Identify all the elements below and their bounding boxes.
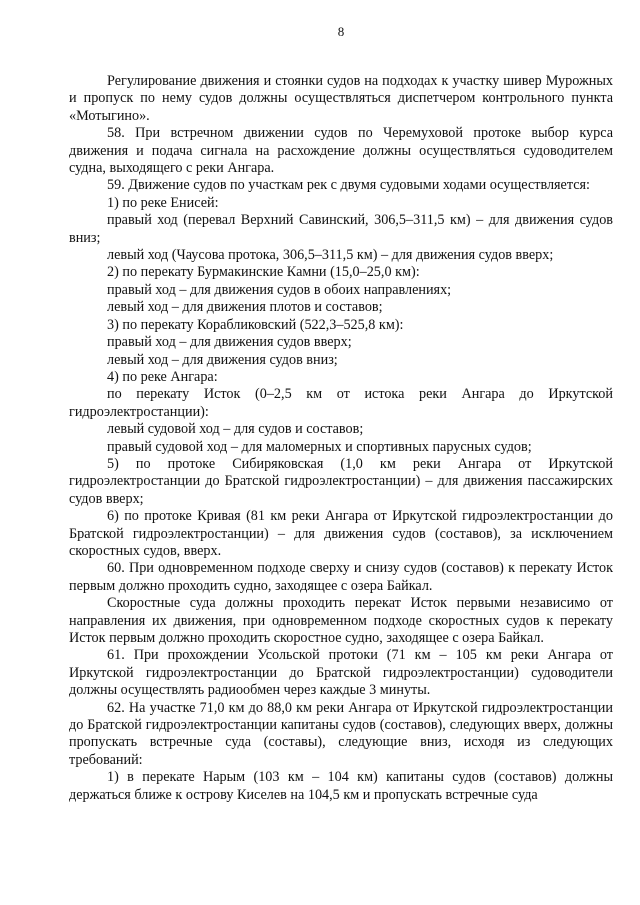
paragraph-61: 61. При прохождении Усольской протоки (71 км – 105 км реки Ангара от Иркутской гидроэлектростанции до Братской гидроэлектростанции) судоводители должны осуществлять радиообмен через каждые 3 минуты. — [69, 647, 613, 699]
paragraph-regulation-murozhnye: Регулирование движения и стоянки судов на подходах к участку шивер Мурожных и пропуск по нему судов должны осуществляться диспетчером контрольного пункта «Мотыгино». — [69, 73, 613, 124]
page-number: 8 — [337, 24, 345, 39]
paragraph-60: 60. При одновременном подходе сверху и снизу судов (составов) к перекату Исток первым должно проходить судно, заходящее с озера Байкал. — [69, 560, 613, 594]
list-item-left-channel-chausova: левый ход (Чаусова протока, 306,5–311,5 км) – для движения судов вверх; — [107, 247, 554, 264]
list-item-yenisei: 1) по реке Енисей: — [107, 194, 219, 211]
list-item-left-downstream: левый ход – для движения судов вниз; — [107, 351, 338, 368]
list-item-sibiryakovskaya: 5) по протоке Сибиряковская (1,0 км реки Ангара от Иркутской гидроэлектростанции до Братской гидроэлектростанции) – для движения пассажирских судов вверх; — [69, 455, 613, 507]
list-item-right-channel-savinsky: правый ход (перевал Верхний Савинский, 306,5–311,5 км) – для движения судов вниз; — [69, 212, 613, 246]
list-item-istok-rapid: по перекату Исток (0–2,5 км от истока реки Ангара до Иркутской гидроэлектростанции): — [69, 386, 613, 420]
paragraph-62: 62. На участке 71,0 км до 88,0 км реки Ангара от Иркутской гидроэлектростанции до Братской гидроэлектростанции капитаны судов (составов), следующих вверх, должны пропускать встречные суда (составы), следующие вниз, исходя из следующих требований: — [69, 699, 613, 768]
list-item-right-both-directions: правый ход – для движения судов в обоих направлениях; — [107, 281, 452, 298]
paragraph-59: 59. Движение судов по участкам рек с двумя судовыми ходами осуществляется: — [107, 177, 590, 194]
list-item-istok-left: левый судовой ход – для судов и составов; — [107, 421, 364, 438]
list-item-korablikovsky: 3) по перекату Корабликовский (522,3–525,8 км): — [107, 316, 404, 333]
list-item-right-upstream: правый ход – для движения судов вверх; — [107, 334, 352, 351]
paragraph-high-speed-vessels: Скоростные суда должны проходить перекат Исток первыми независимо от направления их движения, при одновременном подходе скоростных судов к перекату Исток первым должно проходить скоростное судно, заходящее с озера Байкал. — [69, 595, 613, 646]
list-item-narym: 1) в перекате Нарым (103 км – 104 км) капитаны судов (составов) должны держаться ближе к острову Киселев на 104,5 км и пропускать встречные суда — [69, 769, 613, 803]
list-item-krivaya: 6) по протоке Кривая (81 км реки Ангара от Иркутской гидроэлектростанции до Братской гидроэлектростанции) – для движения судов (составов), за исключением скоростных судов, вверх. — [69, 508, 613, 559]
list-item-burmakinskie: 2) по перекату Бурмакинские Камни (15,0–25,0 км): — [107, 264, 420, 281]
list-item-angara: 4) по реке Ангара: — [107, 368, 218, 385]
paragraph-58: 58. При встречном движении судов по Черемуховой протоке выбор курса движения и подача сигнала на расхождение должны осуществляться судоводителем судна, выходящего с реки Ангара. — [69, 125, 613, 177]
list-item-left-rafts: левый ход – для движения плотов и составов; — [107, 299, 383, 316]
list-item-istok-right: правый судовой ход – для маломерных и спортивных парусных судов; — [107, 438, 532, 455]
